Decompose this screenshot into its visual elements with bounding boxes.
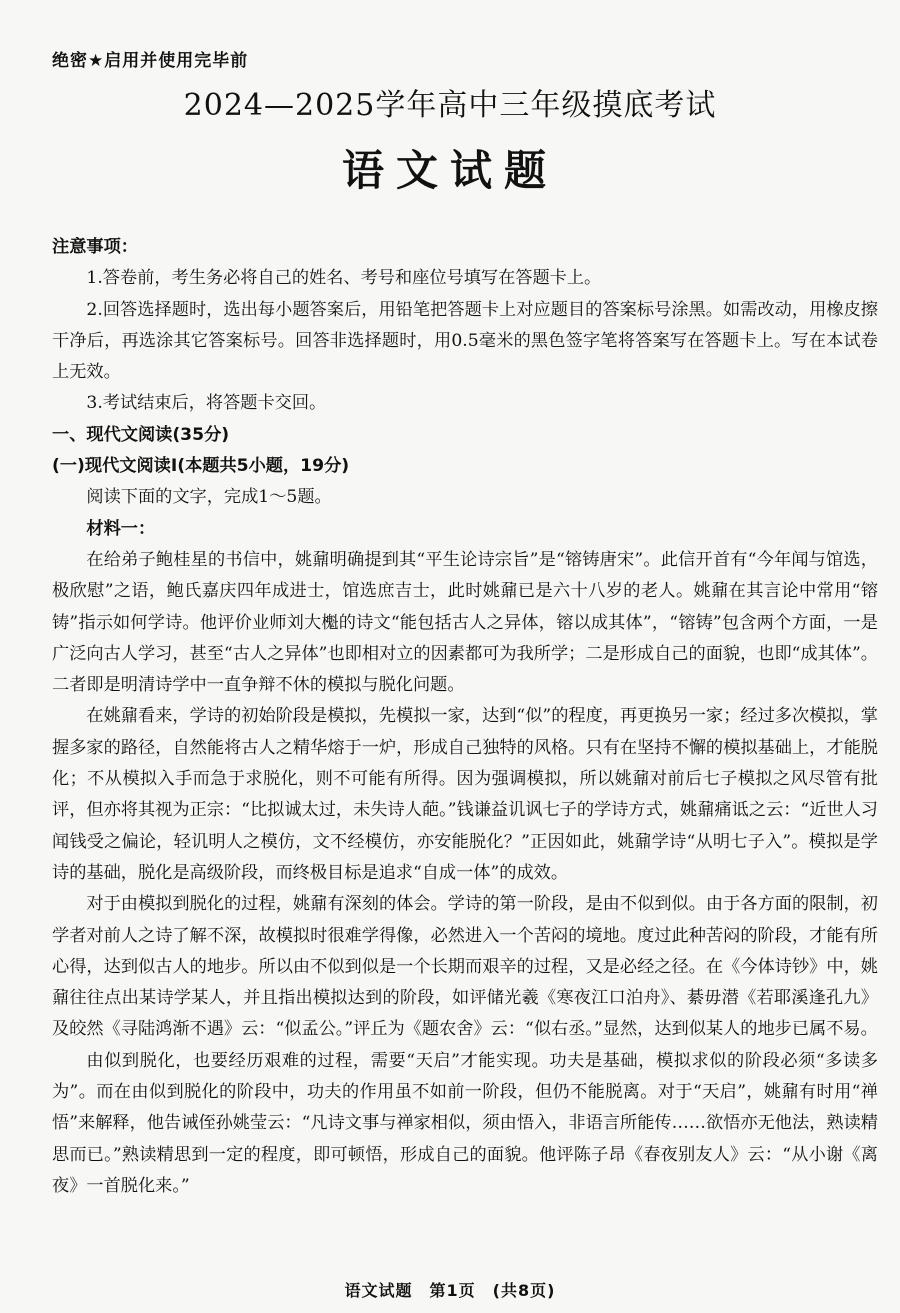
exam-title: 2024—2025学年高中三年级摸底考试 bbox=[183, 88, 717, 123]
document-body bbox=[52, 232, 878, 1202]
notice-item-1: 1.答卷前，考生务必将自己的姓名、考号和座位号填写在答题卡上。 bbox=[86, 268, 602, 289]
page-footer: 语文试题 第1页 (共8页) bbox=[344, 1281, 556, 1300]
paragraph-2: 在姚鼐看来，学诗的初始阶段是模拟，先模拟一家，达到“似”的程度，再更换另一家；经过多次模拟，掌握多家的路径，自然能将古人之精华熔于一炉，形成自己独特的风格。只有在坚持不懈的模拟基础上，才能脱化；不从模拟入手而急于求脱化，则不可能有所得。因为强调模拟，所以姚鼐对前后七子模拟之风尽管有批评，但亦将其视为正宗：“比拟诚太过，未失诗人葩。”钱谦益讥讽七子的学诗方式，姚鼐痛诋之云：“近世人习闻钱受之偏论，轻讥明人之模仿，文不经模仿，亦安能脱化？”正因如此，姚鼐学诗“从明七子入”。模拟是学诗的基础，脱化是高级阶段，而终极目标是追求“自成一体”的成效。 bbox=[52, 706, 878, 883]
section-heading: 一、现代文阅读(35分) bbox=[52, 424, 230, 445]
notice-item-2: 2.回答选择题时，选出每小题答案后，用铅笔把答题卡上对应题目的答案标号涂黑。如需改动，用橡皮擦干净后，再选涂其它答案标号。回答非选择题时，用0.5毫米的黑色签字笔将答案写在答题卡上。写在本试卷上无效。 bbox=[52, 299, 878, 383]
sub-section-heading: (一)现代文阅读Ⅰ(本题共5小题，19分) bbox=[52, 456, 350, 477]
secret-mark: 绝密★启用并使用完毕前 bbox=[52, 51, 249, 71]
notice-heading: 注意事项： bbox=[52, 237, 138, 257]
material-label: 材料一： bbox=[86, 518, 156, 539]
paragraph-4: 由似到脱化，也要经历艰难的过程，需要“天启”才能实现。功夫是基础，模拟求似的阶段必须“多读多为”。而在由似到脱化的阶段中，功夫的作用虽不如前一阶段，但仍不能脱离。对于“天启”，姚鼐有时用“禅悟”来解释，他告诫侄孙姚莹云：“凡诗文事与禅家相似，须由悟入，非语言所能传……欲悟亦无他法，熟读精思而已。”熟读精思到一定的程度，即可顿悟，形成自己的面貌。他评陈子昂《春夜别友人》云：“从小谢《离夜》一首脱化来。” bbox=[52, 1050, 878, 1196]
notice-item-3: 3.考试结束后，将答题卡交回。 bbox=[86, 393, 327, 414]
reading-instruction: 阅读下面的文字，完成1～5题。 bbox=[86, 487, 332, 508]
subject-title: 语文试题 bbox=[341, 146, 558, 195]
paragraph-1: 在给弟子鲍桂星的书信中，姚鼐明确提到其“平生论诗宗旨”是“镕铸唐宋”。此信开首有“今年闻与馆选，极欣慰”之语，鲍氏嘉庆四年成进士，馆选庶吉士，此时姚鼐已是六十八岁的老人。姚鼐在其言论中常用“镕铸”指示如何学诗。他评价业师刘大櫆的诗文“能包括古人之异体，镕以成其体”，“镕铸”包含两个方面，一是广泛向古人学习，甚至“古人之异体”也即相对立的因素都可为我所学；二是形成自己的面貌，也即“成其体”。二者即是明清诗学中一直争辩不休的模拟与脱化问题。 bbox=[52, 549, 878, 696]
paragraph-3: 对于由模拟到脱化的过程，姚鼐有深刻的体会。学诗的第一阶段，是由不似到似。由于各方面的限制，初学者对前人之诗了解不深，故模拟时很难学得像，必然进入一个苦闷的境地。度过此种苦闷的阶段，才能有所心得，达到似古人的地步。所以由不似到似是一个长期而艰辛的过程，又是必经之径。在《今体诗钞》中，姚鼐往往点出某诗学某人，并且指出模拟达到的阶段，如评储光羲《寒夜江口泊舟》、綦毋潜《若耶溪逢孔九》及皎然《寻陆鸿渐不遇》云：“似孟公。”评丘为《题农舍》云：“似右丞。”显然，达到似某人的地步已属不易。 bbox=[52, 894, 878, 1040]
